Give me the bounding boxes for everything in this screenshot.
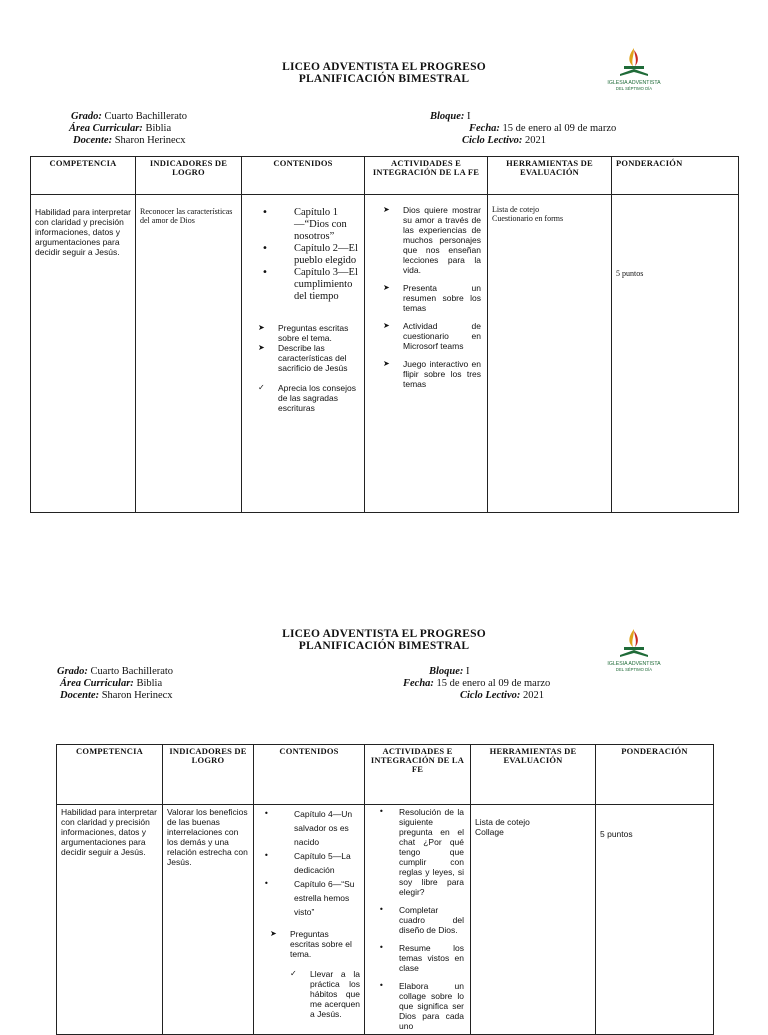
header-competencia: COMPETENCIA — [57, 745, 163, 805]
bullet-icon: • — [264, 879, 269, 888]
list-item: • Capítulo 2—El pueblo elegido — [262, 243, 358, 266]
docente-line — [73, 135, 186, 147]
logo-text-1: IGLESIA ADVENTISTA — [607, 661, 661, 667]
list-item: ➤ Juego interactivo en flipir sobre los tres temas — [383, 359, 481, 389]
contenidos-chapters — [264, 807, 360, 919]
docente-line — [60, 690, 173, 702]
bullet-icon: • — [262, 207, 268, 218]
header-actividades: ACTIVIDADES E INTEGRACIÓN DE LA FE — [365, 157, 488, 195]
grado-line — [71, 111, 187, 123]
area-label: Área Curricular: — [60, 678, 134, 689]
list-item: • Elabora un collage sobre lo que significa ser Dios para cada uno — [379, 981, 464, 1031]
ciclo-value: 2021 — [524, 135, 546, 146]
competencia-text: Habilidad para interpretar con claridad y precisión informaciones, datos y argumentaciones para decidir seguir a Jesús. — [35, 207, 131, 257]
docente-label: Docente: — [73, 135, 113, 146]
ciclo-label: Ciclo Lectivo: — [462, 135, 523, 146]
contenidos-activities — [258, 323, 360, 413]
list-item: • Capítulo 6—“Su estrella hemos visto” — [264, 879, 355, 917]
actividades-list — [379, 807, 464, 1031]
area-value: Biblia — [136, 678, 163, 689]
fecha-value: 15 de enero al 09 de marzo — [502, 123, 617, 134]
grado-line — [57, 666, 173, 678]
spacer — [387, 275, 481, 283]
list-item: • Capítulo 3—El cumplimiento del tiempo — [262, 267, 358, 302]
competencia-text: Habilidad para interpretar con claridad y precisión informaciones, datos y argumentaciones para decidir seguir a Jesús. — [61, 807, 157, 857]
bullet-icon: • — [379, 807, 384, 816]
grado-value: Cuarto Bachillerato — [90, 666, 174, 677]
church-logo — [606, 625, 662, 675]
school-name: LICEO ADVENTISTA EL PROGRESO — [282, 61, 486, 73]
area-line — [69, 123, 171, 135]
list-item: • Capítulo 1—“Dios con nosotros” — [262, 207, 347, 242]
content-row — [31, 195, 739, 513]
spacer — [387, 351, 481, 359]
bloque-value: I — [466, 666, 470, 677]
spacer — [383, 897, 464, 905]
ciclo-line — [462, 135, 546, 147]
header-contenidos: CONTENIDOS — [242, 157, 365, 195]
fecha-value: 15 de enero al 09 de marzo — [436, 678, 551, 689]
docente-value: Sharon Herinecx — [101, 690, 173, 701]
bullet-icon: • — [379, 943, 384, 952]
logo-text-2: DEL SÉPTIMO DÍA — [615, 667, 653, 672]
check-icon: ✓ — [290, 969, 297, 978]
logo-text-1: IGLESIA ADVENTISTA — [607, 80, 661, 86]
planning-table-1 — [30, 156, 739, 513]
header-competencia: COMPETENCIA — [31, 157, 136, 195]
header-contenidos: CONTENIDOS — [254, 745, 365, 805]
herramienta-item: Cuestionario en forms — [492, 214, 564, 223]
ponderacion-text: 5 puntos — [600, 829, 633, 839]
logo-text-2: DEL SÉPTIMO DÍA — [615, 86, 653, 91]
list-item: ✓ Aprecia los consejos de las sagradas escrituras — [258, 383, 356, 413]
check-icon: ✓ — [258, 383, 265, 392]
church-logo — [606, 44, 662, 94]
header-row — [57, 745, 714, 805]
school-name: LICEO ADVENTISTA EL PROGRESO — [282, 628, 486, 640]
bullet-icon: • — [379, 981, 384, 990]
grado-label: Grado: — [71, 111, 102, 122]
list-item: ✓ Llevar a la práctica los hábitos que me acerquen a Jesús. — [290, 969, 360, 1019]
docente-label: Docente: — [60, 690, 100, 701]
spacer — [262, 373, 360, 383]
area-line — [60, 678, 162, 690]
area-label: Área Curricular: — [69, 123, 143, 134]
header-actividades: ACTIVIDADES E INTEGRACIÓN DE LA FE — [365, 745, 471, 805]
bullet-icon: • — [264, 851, 269, 860]
ciclo-value: 2021 — [522, 690, 544, 701]
list-item: ➤ Preguntas escritas sobre el tema. — [258, 323, 349, 343]
list-item: • Resume los temas vistos en clase — [379, 943, 464, 973]
bloque-line — [429, 666, 470, 678]
plan-title: PLANIFICACIÓN BIMESTRAL — [298, 73, 470, 85]
list-item: ➤ Describe las características del sacrificio de Jesús — [258, 343, 348, 373]
list-item: ➤ Preguntas escritas sobre el tema. — [270, 929, 352, 959]
arrow-icon: ➤ — [383, 359, 390, 368]
contenidos-activities — [270, 929, 360, 959]
spacer — [383, 935, 464, 943]
arrow-icon: ➤ — [270, 929, 277, 938]
spacer — [383, 973, 464, 981]
list-item: ➤ Presenta un resumen sobre los temas — [383, 283, 481, 313]
area-value: Biblia — [145, 123, 172, 134]
bloque-line — [430, 111, 471, 123]
header-indicadores: INDICADORES DE LOGRO — [136, 157, 242, 195]
arrow-icon: ➤ — [383, 321, 390, 330]
header-herramientas: HERRAMIENTAS DE EVALUACIÓN — [488, 157, 612, 195]
content-row — [57, 805, 714, 1035]
bullet-icon: • — [264, 809, 269, 818]
contenidos-checks — [290, 969, 360, 1019]
ponderacion-text: 5 puntos — [616, 269, 644, 278]
arrow-icon: ➤ — [383, 283, 390, 292]
list-item: ➤ Actividad de cuestionario en Microsorf teams — [383, 321, 481, 351]
list-item: • Resolución de la siguiente pregunta en el chat ¿Por qué tengo que cumplir con reglas y leyes, si soy libre para elegir? — [379, 807, 464, 897]
list-item: • Capítulo 5—La dedicación — [264, 851, 351, 875]
header-ponderacion: PONDERACIÓN — [596, 745, 714, 805]
plan-title: PLANIFICACIÓN BIMESTRAL — [298, 640, 470, 652]
docente-value: Sharon Herinecx — [114, 135, 186, 146]
bullet-icon: • — [262, 243, 268, 254]
list-item: ➤ Dios quiere mostrar su amor a través de las experiencias de muchos personajes que nos enseñan lecciones para la vida. — [383, 205, 481, 275]
herramienta-item: Lista de cotejo — [492, 205, 540, 214]
bloque-value: I — [467, 111, 471, 122]
contenidos-chapters — [262, 207, 360, 303]
indicador-text: Reconocer las características del amor de Dios — [140, 207, 233, 225]
fecha-line — [403, 678, 550, 690]
ciclo-label: Ciclo Lectivo: — [460, 690, 521, 701]
herramienta-item: Lista de cotejo — [475, 817, 530, 827]
fecha-label: Fecha: — [403, 678, 434, 689]
bloque-label: Bloque: — [429, 666, 464, 677]
list-item: • Capítulo 4—Un salvador os es nacido — [264, 809, 353, 847]
ciclo-line — [460, 690, 544, 702]
planning-table-2 — [56, 744, 714, 1035]
arrow-icon: ➤ — [258, 323, 265, 332]
header-indicadores: INDICADORES DE LOGRO — [163, 745, 254, 805]
header-row — [31, 157, 739, 195]
list-item: • Completar cuadro del diseño de Dios. — [379, 905, 464, 935]
arrow-icon: ➤ — [258, 343, 265, 352]
grado-label: Grado: — [57, 666, 88, 677]
bullet-icon: • — [379, 905, 384, 914]
arrow-icon: ➤ — [383, 205, 390, 214]
spacer — [387, 313, 481, 321]
actividades-list — [383, 205, 481, 389]
fecha-label: Fecha: — [469, 123, 500, 134]
herramienta-item: Collage — [475, 827, 504, 837]
bloque-label: Bloque: — [430, 111, 465, 122]
indicador-text: Valorar los beneficios de las buenas interrelaciones con los demás y una relación estrecha con Jesús. — [167, 807, 248, 867]
header-ponderacion: PONDERACIÓN — [612, 157, 739, 195]
fecha-line — [469, 123, 616, 135]
bullet-icon: • — [262, 267, 268, 278]
header-herramientas: HERRAMIENTAS DE EVALUACIÓN — [471, 745, 596, 805]
grado-value: Cuarto Bachillerato — [104, 111, 188, 122]
